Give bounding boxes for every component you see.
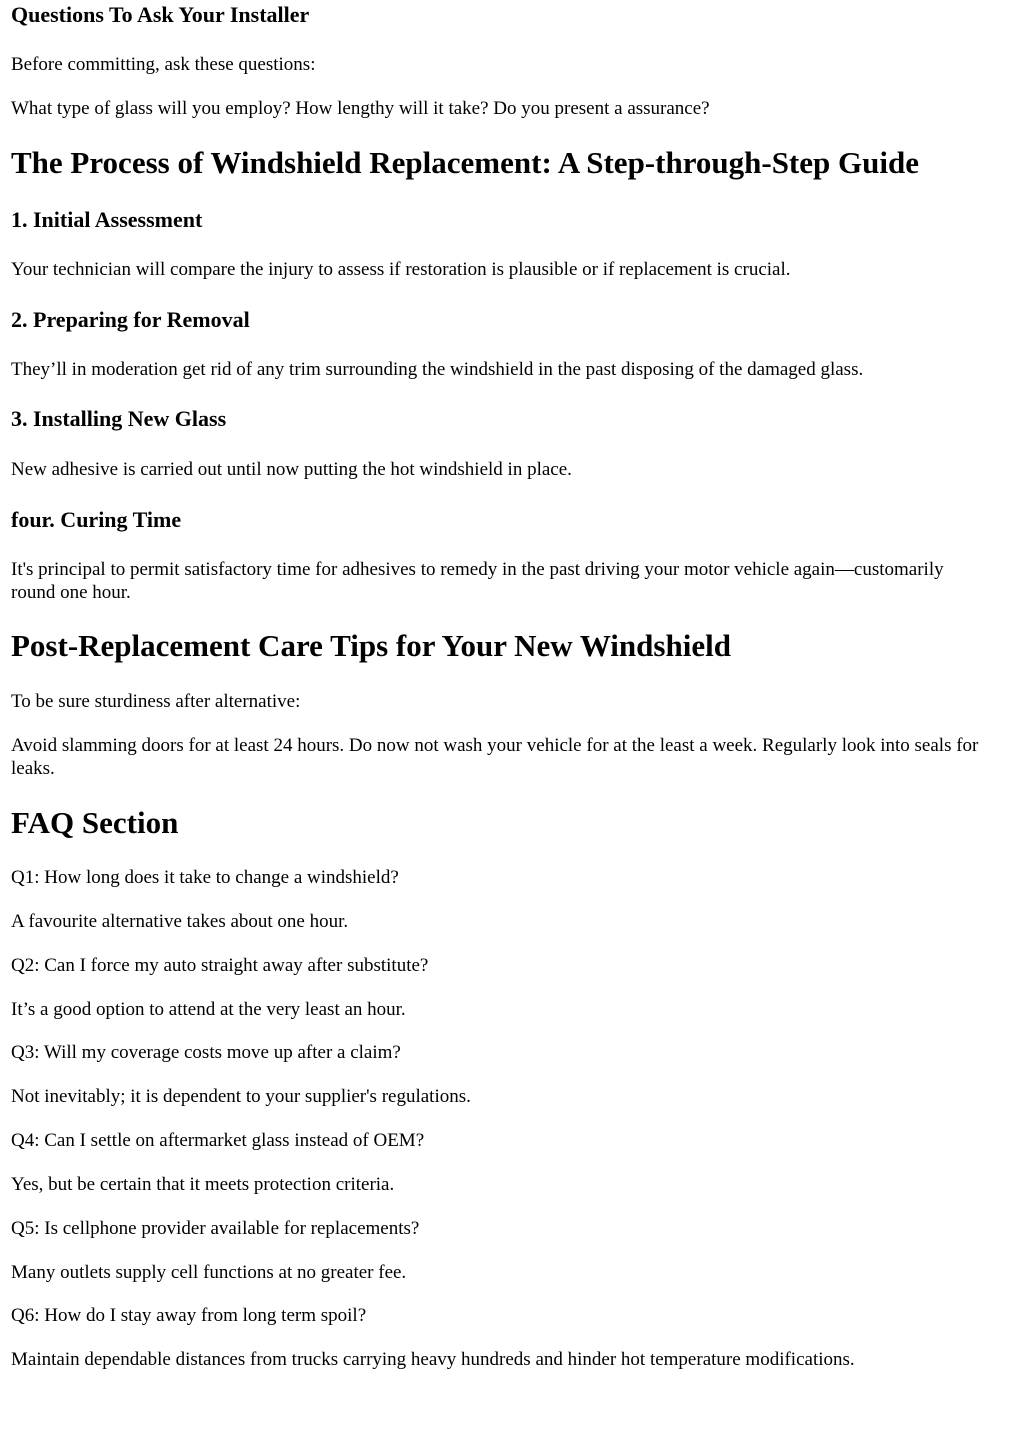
care-intro-paragraph: To be sure sturdiness after alternative: xyxy=(11,691,301,712)
faq-question-6: Q6: How do I stay away from long term spoil? xyxy=(11,1305,367,1326)
faq-question-3: Q3: Will my coverage costs move up after a claim? xyxy=(11,1042,401,1063)
faq-question-5: Q5: Is cellphone provider available for replacements? xyxy=(11,1218,420,1239)
faq-answer-1: A favourite alternative takes about one hour. xyxy=(11,911,349,932)
step-4-title: four. Curing Time xyxy=(11,507,182,532)
step-2-title: 2. Preparing for Removal xyxy=(11,307,250,332)
faq-answer-3: Not inevitably; it is dependent to your supplier's regulations. xyxy=(11,1086,471,1107)
faq-heading: FAQ Section xyxy=(11,805,179,840)
faq-question-1: Q1: How long does it take to change a windshield? xyxy=(11,867,399,888)
step-2-text: They’ll in moderation get rid of any trim surrounding the windshield in the past disposing of the damaged glass. xyxy=(11,359,864,380)
step-1-title: 1. Initial Assessment xyxy=(11,207,203,232)
care-tips-paragraph: Avoid slamming doors for at least 24 hours. Do now not wash your vehicle for at the least a week. Regularly look into seals for leaks. xyxy=(11,735,979,779)
faq-question-4: Q4: Can I settle on aftermarket glass instead of OEM? xyxy=(11,1130,425,1151)
installer-intro-paragraph: Before committing, ask these questions: xyxy=(11,54,316,75)
installer-questions-paragraph: What type of glass will you employ? How lengthy will it take? Do you present a assurance? xyxy=(11,98,710,119)
step-1-text: Your technician will compare the injury to assess if restoration is plausible or if replacement is crucial. xyxy=(11,259,791,280)
faq-answer-2: It’s a good option to attend at the very least an hour. xyxy=(11,999,406,1020)
installer-questions-heading: Questions To Ask Your Installer xyxy=(11,2,310,27)
step-3-text: New adhesive is carried out until now putting the hot windshield in place. xyxy=(11,459,572,480)
care-heading: Post-Replacement Care Tips for Your New Windshield xyxy=(11,628,731,663)
faq-answer-5: Many outlets supply cell functions at no greater fee. xyxy=(11,1262,407,1283)
process-heading: The Process of Windshield Replacement: A Step-through-Step Guide xyxy=(11,145,919,180)
step-4-text: It's principal to permit satisfactory time for adhesives to remedy in the past driving your motor vehicle again—customarily round one hour. xyxy=(11,559,944,603)
faq-question-2: Q2: Can I force my auto straight away after substitute? xyxy=(11,955,429,976)
faq-answer-6: Maintain dependable distances from trucks carrying heavy hundreds and hinder hot temperature modifications. xyxy=(11,1349,855,1370)
step-3-title: 3. Installing New Glass xyxy=(11,406,227,431)
faq-answer-4: Yes, but be certain that it meets protection criteria. xyxy=(11,1174,395,1195)
